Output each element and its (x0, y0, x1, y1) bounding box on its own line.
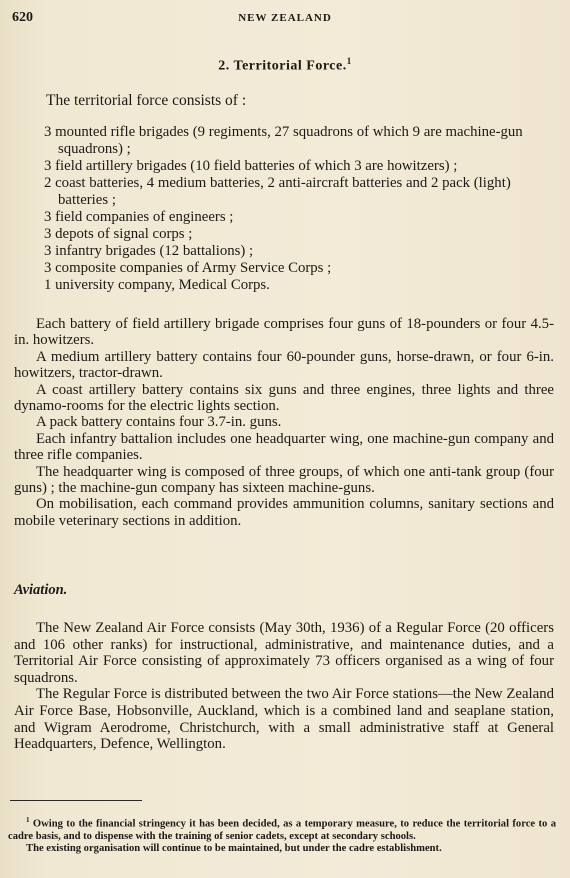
footnote-text: Owing to the financial stringency it has been decided, as a temporary measure, to reduce the territorial force to a cadre basis, and to dispense with the training of senior cadets, except at secondary schools. (8, 818, 557, 842)
paragraph: On mobilisation, each command provides ammunition columns, sanitary sections and mobile veterinary sections in addition. (14, 496, 554, 529)
running-head: NEW ZEALAND (238, 12, 332, 24)
page-number: 620 (12, 10, 33, 25)
list-item: 3 depots of signal corps ; (44, 226, 193, 242)
paragraph: Each infantry battalion includes one headquarter wing, one machine-gun company and three rifle companies. (14, 430, 554, 464)
force-list (44, 124, 556, 294)
footnote-line: The existing organisation will continue to be maintained, but under the cadre establishment. (26, 843, 442, 855)
body-paragraphs (14, 316, 554, 529)
intro-text: The territorial force consists of : (46, 92, 247, 109)
aviation-paragraphs (14, 620, 554, 753)
footnote-marker: 1 (26, 816, 30, 824)
paragraph: The Regular Force is distributed between the two Air Force stations—the New Zealand Air Force Base, Hobsonville, Auckland, which is a combined land and seaplane station, and Wigram Aerodrome, Christchurch, with a small administrative staff at General Headquarters, Defence, Wellington. (14, 686, 554, 753)
paragraph: Each battery of field artillery brigade comprises four guns of 18-pounders or four 4.5-in. howitzers. (14, 316, 554, 349)
footnote-divider (10, 800, 142, 801)
footnote-reference: 1 (346, 56, 352, 66)
footnote-line (8, 814, 556, 843)
list-item: 3 composite companies of Army Service Corps ; (44, 260, 332, 276)
list-item: 3 infantry brigades (12 battalions) ; (44, 243, 254, 259)
paragraph: The New Zealand Air Force consists (May 30th, 1936) of a Regular Force (20 officers and 106 other ranks) for instructional, administrative, and maintenance duties, and a Territorial Air Force consisting of approximately 73 officers organised as a wing of four squadrons. (14, 620, 554, 686)
section-title (0, 56, 570, 75)
paragraph: A pack battery contains four 3.7-in. guns. (36, 414, 282, 431)
aviation-heading: Aviation. (14, 582, 68, 598)
section-title-text: 2. Territorial Force. (218, 58, 347, 74)
list-item: 2 coast batteries, 4 medium batteries, 2 anti-aircraft batteries and 2 pack (light) batteries ; (44, 175, 511, 208)
paragraph: The headquarter wing is composed of three groups, of which one anti-tank group (four guns) ; the machine-gun company has sixteen machine-guns. (14, 463, 554, 497)
footnote (8, 814, 556, 856)
paragraph: A coast artillery battery contains six guns and three engines, three lights and three dynamo-rooms for the electric lights section. (14, 381, 554, 415)
list-item: 3 mounted rifle brigades (9 regiments, 27 squadrons of which 9 are machine-gun squadrons) ; (44, 124, 523, 157)
list-item: 3 field artillery brigades (10 field batteries of which 3 are howitzers) ; (44, 158, 458, 174)
list-item: 3 field companies of engineers ; (44, 209, 234, 225)
page-header (0, 10, 570, 30)
list-item: 1 university company, Medical Corps. (44, 277, 270, 293)
paragraph: A medium artillery battery contains four 60-pounder guns, horse-drawn, or four 6-in. howitzers, tractor-drawn. (14, 348, 554, 382)
